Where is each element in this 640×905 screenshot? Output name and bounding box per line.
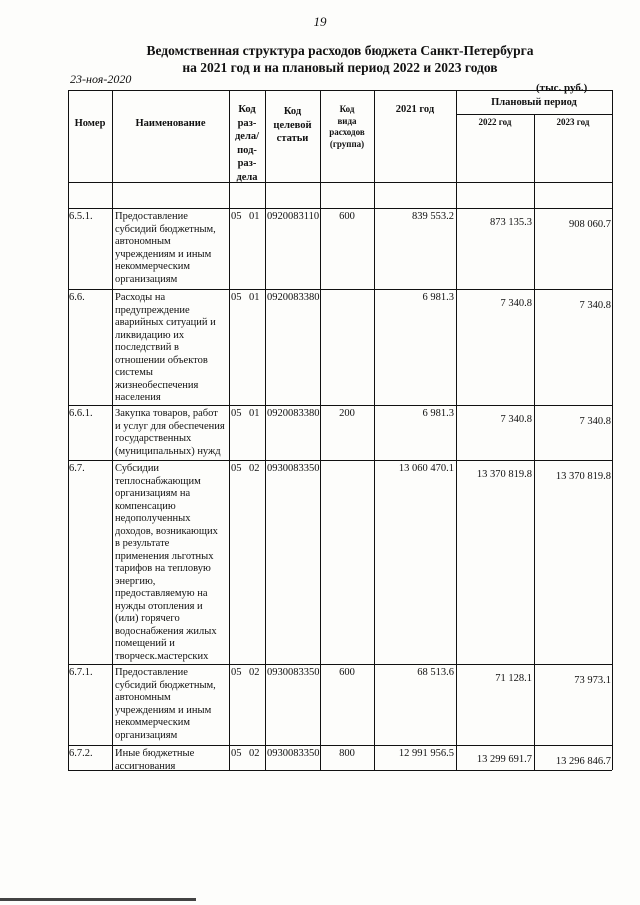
column-divider (534, 114, 535, 770)
row-number: 6.7. (69, 463, 85, 474)
row-name-line: в результате (115, 538, 170, 549)
row-name-line: организациям на (115, 488, 191, 499)
row-expense-kind: 200 (339, 408, 355, 419)
row-amount-2022: 13 370 819.8 (476, 469, 532, 480)
header-section-code: дела (236, 171, 258, 183)
row-target-code: 0920083380 (267, 408, 320, 419)
row-amount-2022: 13 299 691.7 (476, 754, 532, 765)
row-number: 6.7.2. (69, 748, 93, 759)
row-divider (68, 208, 612, 209)
row-amount-2023: 7 340.8 (579, 300, 611, 311)
row-subsection-code: 02 (249, 667, 260, 678)
column-divider (229, 90, 230, 770)
column-divider (265, 90, 266, 770)
row-name-line: тарифов на тепловую (115, 563, 211, 574)
row-number: 6.5.1. (69, 211, 93, 222)
header-year-2023: 2023 год (556, 117, 590, 127)
row-name-line: Предоставление (115, 667, 188, 678)
row-name-line: предупреждение (115, 304, 190, 316)
header-expense-kind: вида (337, 115, 357, 126)
row-amount-2021: 13 060 470.1 (398, 463, 454, 474)
row-name-line: применения льготных (115, 550, 214, 562)
row-target-code: 0930083350 (267, 667, 320, 678)
document-title-line-2: на 2021 год и на плановый период 2022 и 2023 годов (182, 60, 498, 75)
row-amount-2021: 68 513.6 (417, 667, 454, 678)
row-number: 6.6. (69, 292, 85, 303)
header-section-code: дела/ (234, 131, 260, 142)
row-amount-2021: 12 991 956.5 (398, 748, 454, 759)
row-section-code: 05 (231, 748, 242, 759)
row-name-line: некоммерческим (115, 261, 191, 272)
row-name-line: субсидий бюджетным, (115, 679, 216, 691)
row-name-line: доходов, возникающих (115, 525, 218, 537)
row-name-line: ликвидацию их (115, 329, 185, 341)
header-name: Наименование (135, 118, 206, 129)
row-amount-2022: 873 135.3 (490, 217, 532, 228)
row-amount-2023: 7 340.8 (579, 416, 611, 427)
row-name-line: Предоставление (115, 211, 188, 222)
row-name-line: субсидий бюджетным, (115, 223, 216, 235)
footer-scan-line (0, 898, 196, 901)
row-divider (68, 405, 612, 406)
header-year-2022: 2022 год (478, 117, 512, 127)
row-name-line: автономным (115, 692, 171, 703)
header-planned-period: Плановый период (491, 97, 577, 108)
row-target-code: 0930083350 (267, 463, 320, 474)
row-amount-2023: 13 370 819.8 (555, 471, 611, 482)
row-subsection-code: 01 (249, 408, 260, 419)
column-divider (456, 90, 457, 770)
row-amount-2021: 6 981.3 (422, 408, 454, 419)
row-name-line: (муниципальных) нужд (115, 445, 221, 457)
row-section-code: 05 (231, 463, 242, 474)
row-subsection-code: 01 (249, 211, 260, 222)
row-name-line: жизнеобеспечения (115, 379, 199, 391)
row-number: 6.7.1. (69, 667, 93, 678)
row-name-line: организациям (115, 273, 178, 285)
row-name-line: государственных (115, 433, 192, 444)
row-name-line: аварийных ситуаций и (115, 317, 216, 328)
header-section-code: Код (238, 104, 256, 115)
header-number: Номер (74, 118, 106, 129)
row-name-line: водоснабжения жилых (115, 625, 217, 637)
row-name-line: последствий в (115, 342, 179, 353)
row-subsection-code: 01 (249, 292, 260, 303)
page-number: 19 (313, 14, 327, 29)
row-name-line: недополученных (115, 513, 191, 524)
header-year-2021: 2021 год (395, 104, 435, 115)
row-divider (68, 289, 612, 290)
row-section-code: 05 (231, 667, 242, 678)
row-divider (68, 460, 612, 461)
row-name-line: населения (115, 392, 161, 403)
row-name-line: автономным (115, 236, 171, 247)
row-name-line: системы (115, 367, 153, 378)
row-section-code: 05 (231, 211, 242, 222)
header-target-code: статьи (276, 133, 309, 144)
row-amount-2023: 908 060.7 (569, 219, 611, 230)
row-target-code: 0920083110 (267, 211, 320, 222)
row-expense-kind: 600 (339, 667, 355, 678)
row-expense-kind: 800 (339, 748, 355, 759)
row-amount-2021: 6 981.3 (422, 292, 454, 303)
header-expense-kind: Код (339, 104, 355, 114)
row-name-line: (или) горячего (115, 613, 180, 624)
header-expense-kind: расходов (329, 127, 365, 137)
row-section-code: 05 (231, 292, 242, 303)
row-name-line: учреждениям и иным (115, 704, 212, 716)
header-bottom-border (68, 182, 612, 183)
row-name-line: Субсидии (115, 463, 160, 474)
header-expense-kind: (группа) (329, 138, 365, 149)
row-name-line: Иные бюджетные (115, 748, 195, 759)
row-number: 6.6.1. (69, 408, 93, 419)
row-name-line: предоставляемую на (115, 588, 208, 599)
table-top-border (68, 90, 612, 91)
row-name-line: теплоснабжающим (115, 475, 201, 487)
column-divider (612, 90, 613, 770)
row-name-line: Расходы на (115, 292, 166, 303)
row-amount-2023: 13 296 846.7 (555, 756, 611, 767)
row-name-line: отношении объектов (115, 354, 208, 366)
row-name-line: энергию, (115, 575, 156, 587)
document-title-line-1: Ведомственная структура расходов бюджета Санкт-Петербурга (146, 43, 534, 58)
column-divider (112, 90, 113, 770)
row-name-line: компенсацию (115, 500, 176, 512)
row-subsection-code: 02 (249, 748, 260, 759)
row-section-code: 05 (231, 408, 242, 419)
row-divider (68, 664, 612, 665)
row-subsection-code: 02 (249, 463, 260, 474)
row-amount-2022: 71 128.1 (495, 673, 532, 684)
row-name-line: учреждениям и иным (115, 248, 212, 260)
header-target-code: Код (283, 106, 302, 117)
row-name-line: организациям (115, 729, 178, 741)
row-name-line: и услуг для обеспечения (115, 420, 225, 432)
row-amount-2022: 7 340.8 (500, 298, 532, 309)
header-section-code: под- (237, 144, 257, 156)
column-divider (68, 182, 69, 208)
units-label: (тыс. руб.) (536, 82, 588, 94)
row-name-line: помещений и (115, 638, 175, 649)
row-name-line: ассигнования (115, 760, 176, 772)
row-name-line: некоммерческим (115, 717, 191, 728)
row-expense-kind: 600 (339, 211, 355, 222)
document-date: 23-ноя-2020 (70, 72, 132, 86)
row-name-line: нужды отопления и (115, 600, 203, 612)
row-target-code: 0920083380 (267, 292, 320, 303)
row-amount-2023: 73 973.1 (574, 675, 611, 686)
row-amount-2021: 839 553.2 (412, 211, 454, 222)
row-name-line: творческ.мастерских (115, 650, 209, 662)
header-section-code: раз- (237, 117, 257, 129)
row-divider (68, 745, 612, 746)
header-section-code: раз- (237, 158, 257, 169)
header-target-code: целевой (273, 119, 312, 131)
row-target-code: 0930083350 (267, 748, 320, 759)
row-amount-2022: 7 340.8 (500, 414, 532, 425)
row-name-line: Закупка товаров, работ (115, 408, 218, 419)
